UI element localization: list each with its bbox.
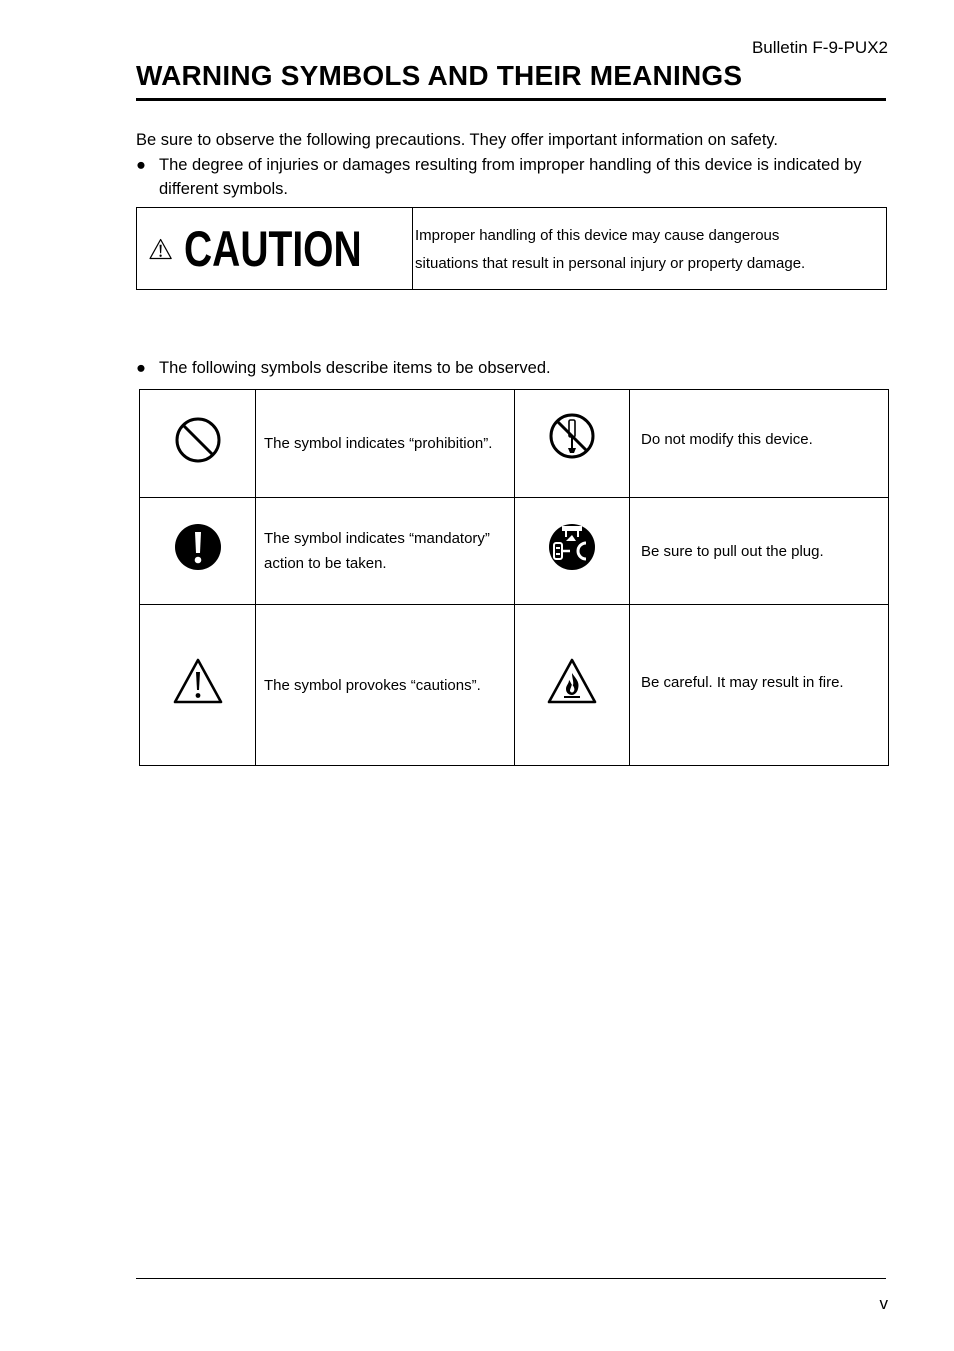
intro-bullet	[136, 153, 896, 202]
symbols-table	[139, 389, 889, 766]
symbol-description: The symbol indicates “mandatory” action to be taken.	[256, 498, 515, 605]
bullet-dot: ●	[136, 155, 146, 174]
bullet-text: The following symbols describe items to be observed.	[159, 359, 551, 377]
bullet-text: The degree of injuries or damages resulting from improper handling of this device is indicated by different symbols.	[159, 155, 862, 198]
caution-desc-line1: Improper handling of this device may cause dangerous	[415, 227, 780, 244]
icon-cell	[140, 498, 256, 605]
warning-triangle-icon	[149, 219, 172, 279]
no-modify-icon	[548, 412, 596, 460]
caution-box	[136, 207, 887, 290]
page-number: v	[879, 1294, 888, 1313]
bullet-dot: ●	[136, 359, 146, 377]
caution-word: CAUTION	[184, 220, 362, 277]
symbol-description: Be careful. It may result in fire.	[630, 605, 889, 766]
prohibition-icon	[174, 416, 222, 464]
table-row	[140, 390, 889, 498]
icon-cell	[515, 390, 630, 498]
symbol-description: Be sure to pull out the plug.	[630, 498, 889, 605]
caution-label	[137, 208, 413, 289]
symbol-description: Do not modify this device.	[630, 390, 889, 498]
mandatory-icon	[174, 523, 222, 571]
intro-section	[136, 128, 896, 202]
symbol-description: The symbol indicates “prohibition”.	[256, 390, 515, 498]
bulletin-number: Bulletin F-9-PUX2	[751, 38, 888, 57]
caution-triangle-icon	[172, 657, 224, 705]
table-row	[140, 605, 889, 766]
footer-divider	[136, 1278, 886, 1279]
symbol-description: The symbol provokes “cautions”.	[256, 605, 515, 766]
page-title: WARNING SYMBOLS AND THEIR MEANINGS	[136, 60, 886, 101]
observe-bullet	[136, 359, 551, 378]
fire-warning-icon	[546, 657, 598, 705]
icon-cell	[515, 498, 630, 605]
icon-cell	[140, 605, 256, 766]
icon-cell	[140, 390, 256, 498]
caution-description	[413, 208, 805, 289]
caution-desc-line2: situations that result in personal injury or property damage.	[415, 255, 806, 272]
icon-cell	[515, 605, 630, 766]
pull-plug-icon	[548, 523, 596, 571]
table-row	[140, 498, 889, 605]
intro-text: Be sure to observe the following precautions. They offer important information on safety.	[136, 131, 779, 149]
